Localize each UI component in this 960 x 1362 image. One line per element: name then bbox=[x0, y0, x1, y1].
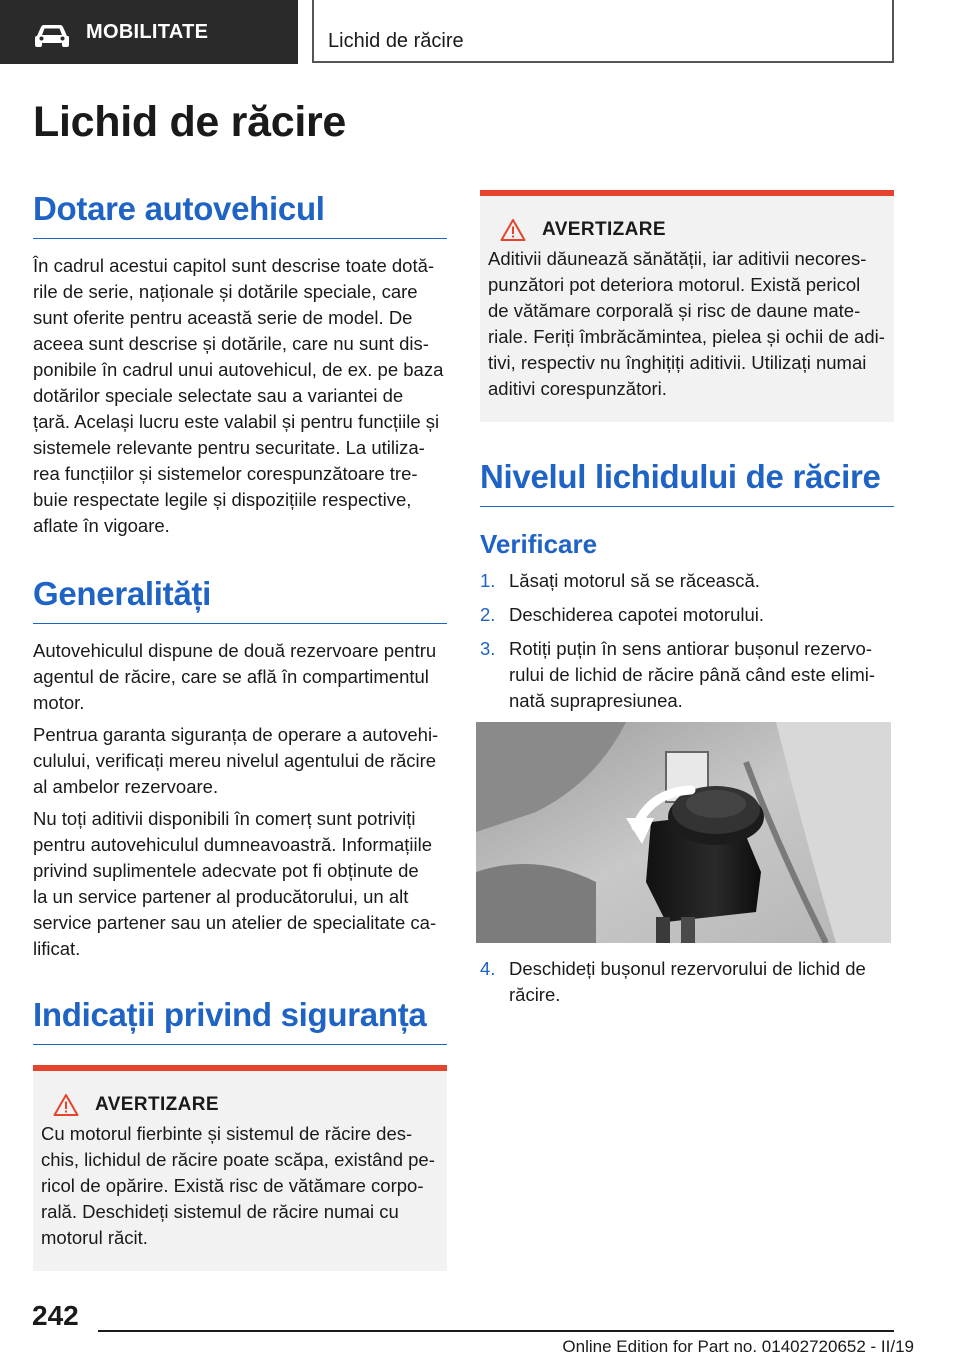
step-number: 3. bbox=[480, 638, 496, 659]
heading-nivel: Nivelul lichidului de răcire bbox=[480, 458, 894, 507]
text-line: tivi, respectiv nu înghițiți aditivii. Utilizați numai bbox=[488, 352, 867, 373]
text-line: motor. bbox=[33, 692, 85, 713]
heading-dotare: Dotare autovehicul bbox=[33, 190, 447, 239]
text-line: pentru autovehiculul dumneavoastră. Informațiile bbox=[33, 834, 433, 855]
text-line: motorul răcit. bbox=[41, 1227, 148, 1248]
text-line: lificat. bbox=[33, 938, 81, 959]
step-number: 2. bbox=[480, 604, 496, 625]
text-line: aditivi corespunzători. bbox=[488, 378, 667, 399]
page-number: 242 bbox=[32, 1300, 79, 1331]
section-label: MOBILITATE bbox=[86, 21, 209, 43]
text-line: țară. Același lucru este valabil și pentru funcțiile și bbox=[33, 411, 440, 432]
heading-verificare: Verificare bbox=[480, 529, 598, 559]
text-line: punzători pot deteriora motorul. Există pericol bbox=[488, 274, 861, 295]
text-line: Aditivii dăunează sănătății, iar aditivii necores- bbox=[488, 248, 867, 269]
topic-tab bbox=[312, 0, 894, 63]
heading-siguranta: Indicații privind siguranța bbox=[33, 996, 447, 1045]
text-line: la un service partener al producătorului, un alt bbox=[33, 886, 409, 907]
text-line: service partener sau un atelier de specialitate ca- bbox=[33, 912, 437, 933]
warning-triangle-icon bbox=[53, 1093, 79, 1117]
left-column bbox=[33, 190, 447, 1271]
warning-text bbox=[488, 246, 888, 402]
text-line: Nu toți aditivii disponibili în comerț sunt potriviți bbox=[33, 808, 416, 829]
dotare-paragraph bbox=[33, 253, 447, 539]
text-line: ricol de opărire. Există risc de vătămare corpo- bbox=[41, 1175, 424, 1196]
text-line: aflate în vigoare. bbox=[33, 515, 170, 536]
text-line: Autovehiculul dispune de două rezervoare pentru bbox=[33, 640, 437, 661]
warning-box-siguranta bbox=[33, 1065, 447, 1271]
warning-text bbox=[41, 1121, 441, 1251]
text-line: rea funcțiilor și sistemelor corespunzătoare tre- bbox=[33, 463, 418, 484]
generalitati-paragraph-1 bbox=[33, 638, 447, 716]
text-line: Deschiderea capotei motorului. bbox=[509, 604, 765, 625]
text-line: dotărilor speciale selectate sau a variantei de bbox=[33, 385, 404, 406]
page-title: Lichid de răcire bbox=[33, 98, 347, 146]
list-item bbox=[480, 568, 894, 594]
list-item bbox=[480, 636, 894, 714]
text-line: chis, lichidul de răcire poate scăpa, existând pe- bbox=[41, 1149, 435, 1170]
edition-info: Online Edition for Part no. 01402720652 - II/19 bbox=[562, 1337, 914, 1356]
steps-list bbox=[480, 568, 894, 714]
text-line: răcire. bbox=[509, 984, 561, 1005]
warning-triangle-icon bbox=[500, 218, 526, 242]
warning-label: AVERTIZARE bbox=[95, 1094, 219, 1115]
step-number: 4. bbox=[480, 958, 496, 979]
right-column bbox=[480, 190, 894, 722]
text-line: Lăsați motorul să se răcească. bbox=[509, 570, 760, 591]
text-line: sistemele relevante pentru securitate. La utiliza- bbox=[33, 437, 425, 458]
coolant-reservoir-photo bbox=[476, 722, 891, 943]
text-line: buie respectate legile și dispozițiile respective, bbox=[33, 489, 412, 510]
topic-label: Lichid de răcire bbox=[328, 30, 464, 52]
list-item bbox=[480, 956, 894, 1008]
generalitati-paragraph-2 bbox=[33, 722, 447, 800]
warning-header bbox=[41, 1093, 441, 1117]
text-line: privind suplimentele adecvate pot fi obținute de bbox=[33, 860, 419, 881]
text-line: Pentrua garanta siguranța de operare a autovehi- bbox=[33, 724, 439, 745]
car-icon bbox=[34, 24, 70, 48]
section-tab-bar bbox=[0, 0, 298, 64]
warning-header bbox=[488, 218, 888, 242]
text-line: aceea sunt descrise și dotările, care nu sunt dis- bbox=[33, 333, 429, 354]
text-line: riale. Feriți îmbrăcămintea, pielea și ochii de adi- bbox=[488, 326, 885, 347]
text-line: rile de serie, naționale și dotările speciale, care bbox=[33, 281, 418, 302]
text-line: Cu motorul fierbinte și sistemul de răcire des- bbox=[41, 1123, 413, 1144]
step-text bbox=[509, 956, 866, 1008]
step-number: 1. bbox=[480, 570, 496, 591]
text-line: agentul de răcire, care se află în compartimentul bbox=[33, 666, 429, 687]
step-text bbox=[509, 636, 875, 714]
text-line: sunt oferite pentru această serie de model. De bbox=[33, 307, 413, 328]
text-line: rului de lichid de răcire până când este elimi- bbox=[509, 664, 876, 685]
text-line: Deschideți bușonul rezervorului de lichid de bbox=[509, 958, 866, 979]
footer-divider bbox=[98, 1330, 894, 1332]
generalitati-paragraph-3 bbox=[33, 806, 447, 962]
steps-list-continued bbox=[480, 956, 894, 1016]
text-line: nată suprapresiunea. bbox=[509, 690, 683, 711]
text-line: ponibile în cadrul unui autovehicul, de ex. pe baza bbox=[33, 359, 444, 380]
text-line: rală. Deschideți sistemul de răcire numai cu bbox=[41, 1201, 399, 1222]
text-line: culului, verificați mereu nivelul agentului de răcire bbox=[33, 750, 437, 771]
heading-generalitati: Generalități bbox=[33, 575, 447, 624]
step-text bbox=[509, 568, 760, 594]
step-text bbox=[509, 602, 764, 628]
list-item bbox=[480, 602, 894, 628]
text-line: În cadrul acestui capitol sunt descrise toate dotă- bbox=[33, 255, 435, 276]
warning-label: AVERTIZARE bbox=[542, 219, 666, 240]
text-line: al ambelor rezervoare. bbox=[33, 776, 219, 797]
text-line: Rotiți puțin în sens antiorar bușonul rezervo- bbox=[509, 638, 872, 659]
warning-box-aditivi bbox=[480, 190, 894, 422]
text-line: de vătămare corporală și risc de daune mate- bbox=[488, 300, 861, 321]
